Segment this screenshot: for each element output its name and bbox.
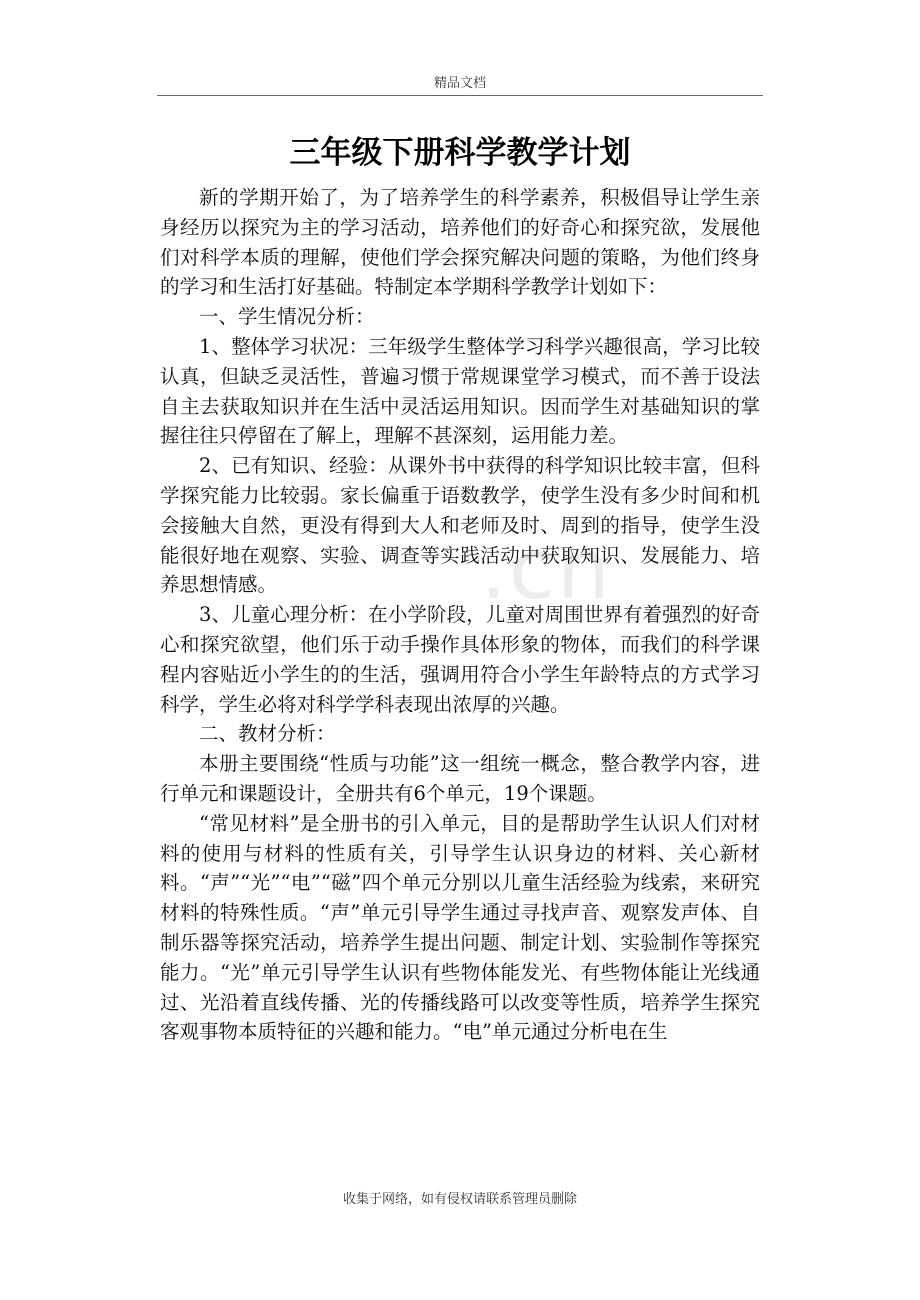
page-footer: 收集于网络，如有侵权请联系管理员删除 [342,1192,577,1207]
intro-paragraph: 新的学期开始了，为了培养学生的科学素养，积极倡导让学生亲身经历以探究为主的学习活动，培养他们的好奇心和探究欲，发展他们对科学本质的理解，使他们学会探究解决问题的策略，为他们终身的学习和生活打好基础。特制定本学期科学教学计划如下： [160,186,760,299]
paragraph-common-materials: “常见材料”是全册书的引入单元，目的是帮助学生认识人们对材料的使用与材料的性质有关，引导学生认识身边的材料、关心新材料。“声”“光”“电”“磁”四个单元分别以儿童生活经验为线索，来研究材料的特殊性质。“声”单元引导学生通过寻找声音、观察发声体、自制乐器等探究活动，培养学生提出问题、制定计划、实验制作等探究能力。“光”单元引导学生认识有些物体能发光、有些物体能让光线通过、光沿着直线传播、光的传播线路可以改变等性质，培养学生探究客观事物本质特征的兴趣和能力。“电”单元通过分析电在生 [160,811,760,1044]
section-heading-textbook-analysis: 二、教材分析： [199,722,336,746]
paragraph-child-psychology: 3、儿童心理分析：在小学阶段，儿童对周围世界有着强烈的好奇心和探究欲望，他们乐于动手操作具体形象的物体，而我们的科学课程内容贴近小学生的的生活，强调用符合小学生年龄特点的方式学习科学，学生必将对科学学科表现出浓厚的兴趣。 [160,603,760,716]
paragraph-existing-knowledge: 2、已有知识、经验：从课外书中获得的科学知识比较丰富，但科学探究能力比较弱。家长偏重于语数教学，使学生没有多少时间和机会接触大自然，更没有得到大人和老师及时、周到的指导，使学生没能很好地在观察、实验、调查等实践活动中获取知识、发展能力、培养思想情感。 [160,454,760,597]
document-body [160,183,760,1047]
section-heading-student-analysis: 一、学生情况分析： [199,305,375,329]
watermark: .cn [480,520,613,618]
page-header: 精品文档 [157,72,763,96]
paragraph-textbook-overview: 本册主要围绕“性质与功能”这一组统一概念，整合教学内容，进行单元和课题设计，全册共有6个单元，19个课题。 [160,752,760,805]
document-title: 三年级下册科学教学计划 [289,135,631,171]
paragraph-overall-learning: 1、整体学习状况：三年级学生整体学习科学兴趣很高，学习比较认真，但缺乏灵活性，普遍习惯于常规课堂学习模式，而不善于设法自主去获取知识并在生活中灵活运用知识。因而学生对基础知识的掌握往往只停留在了解上，理解不甚深刻，运用能力差。 [160,334,760,448]
